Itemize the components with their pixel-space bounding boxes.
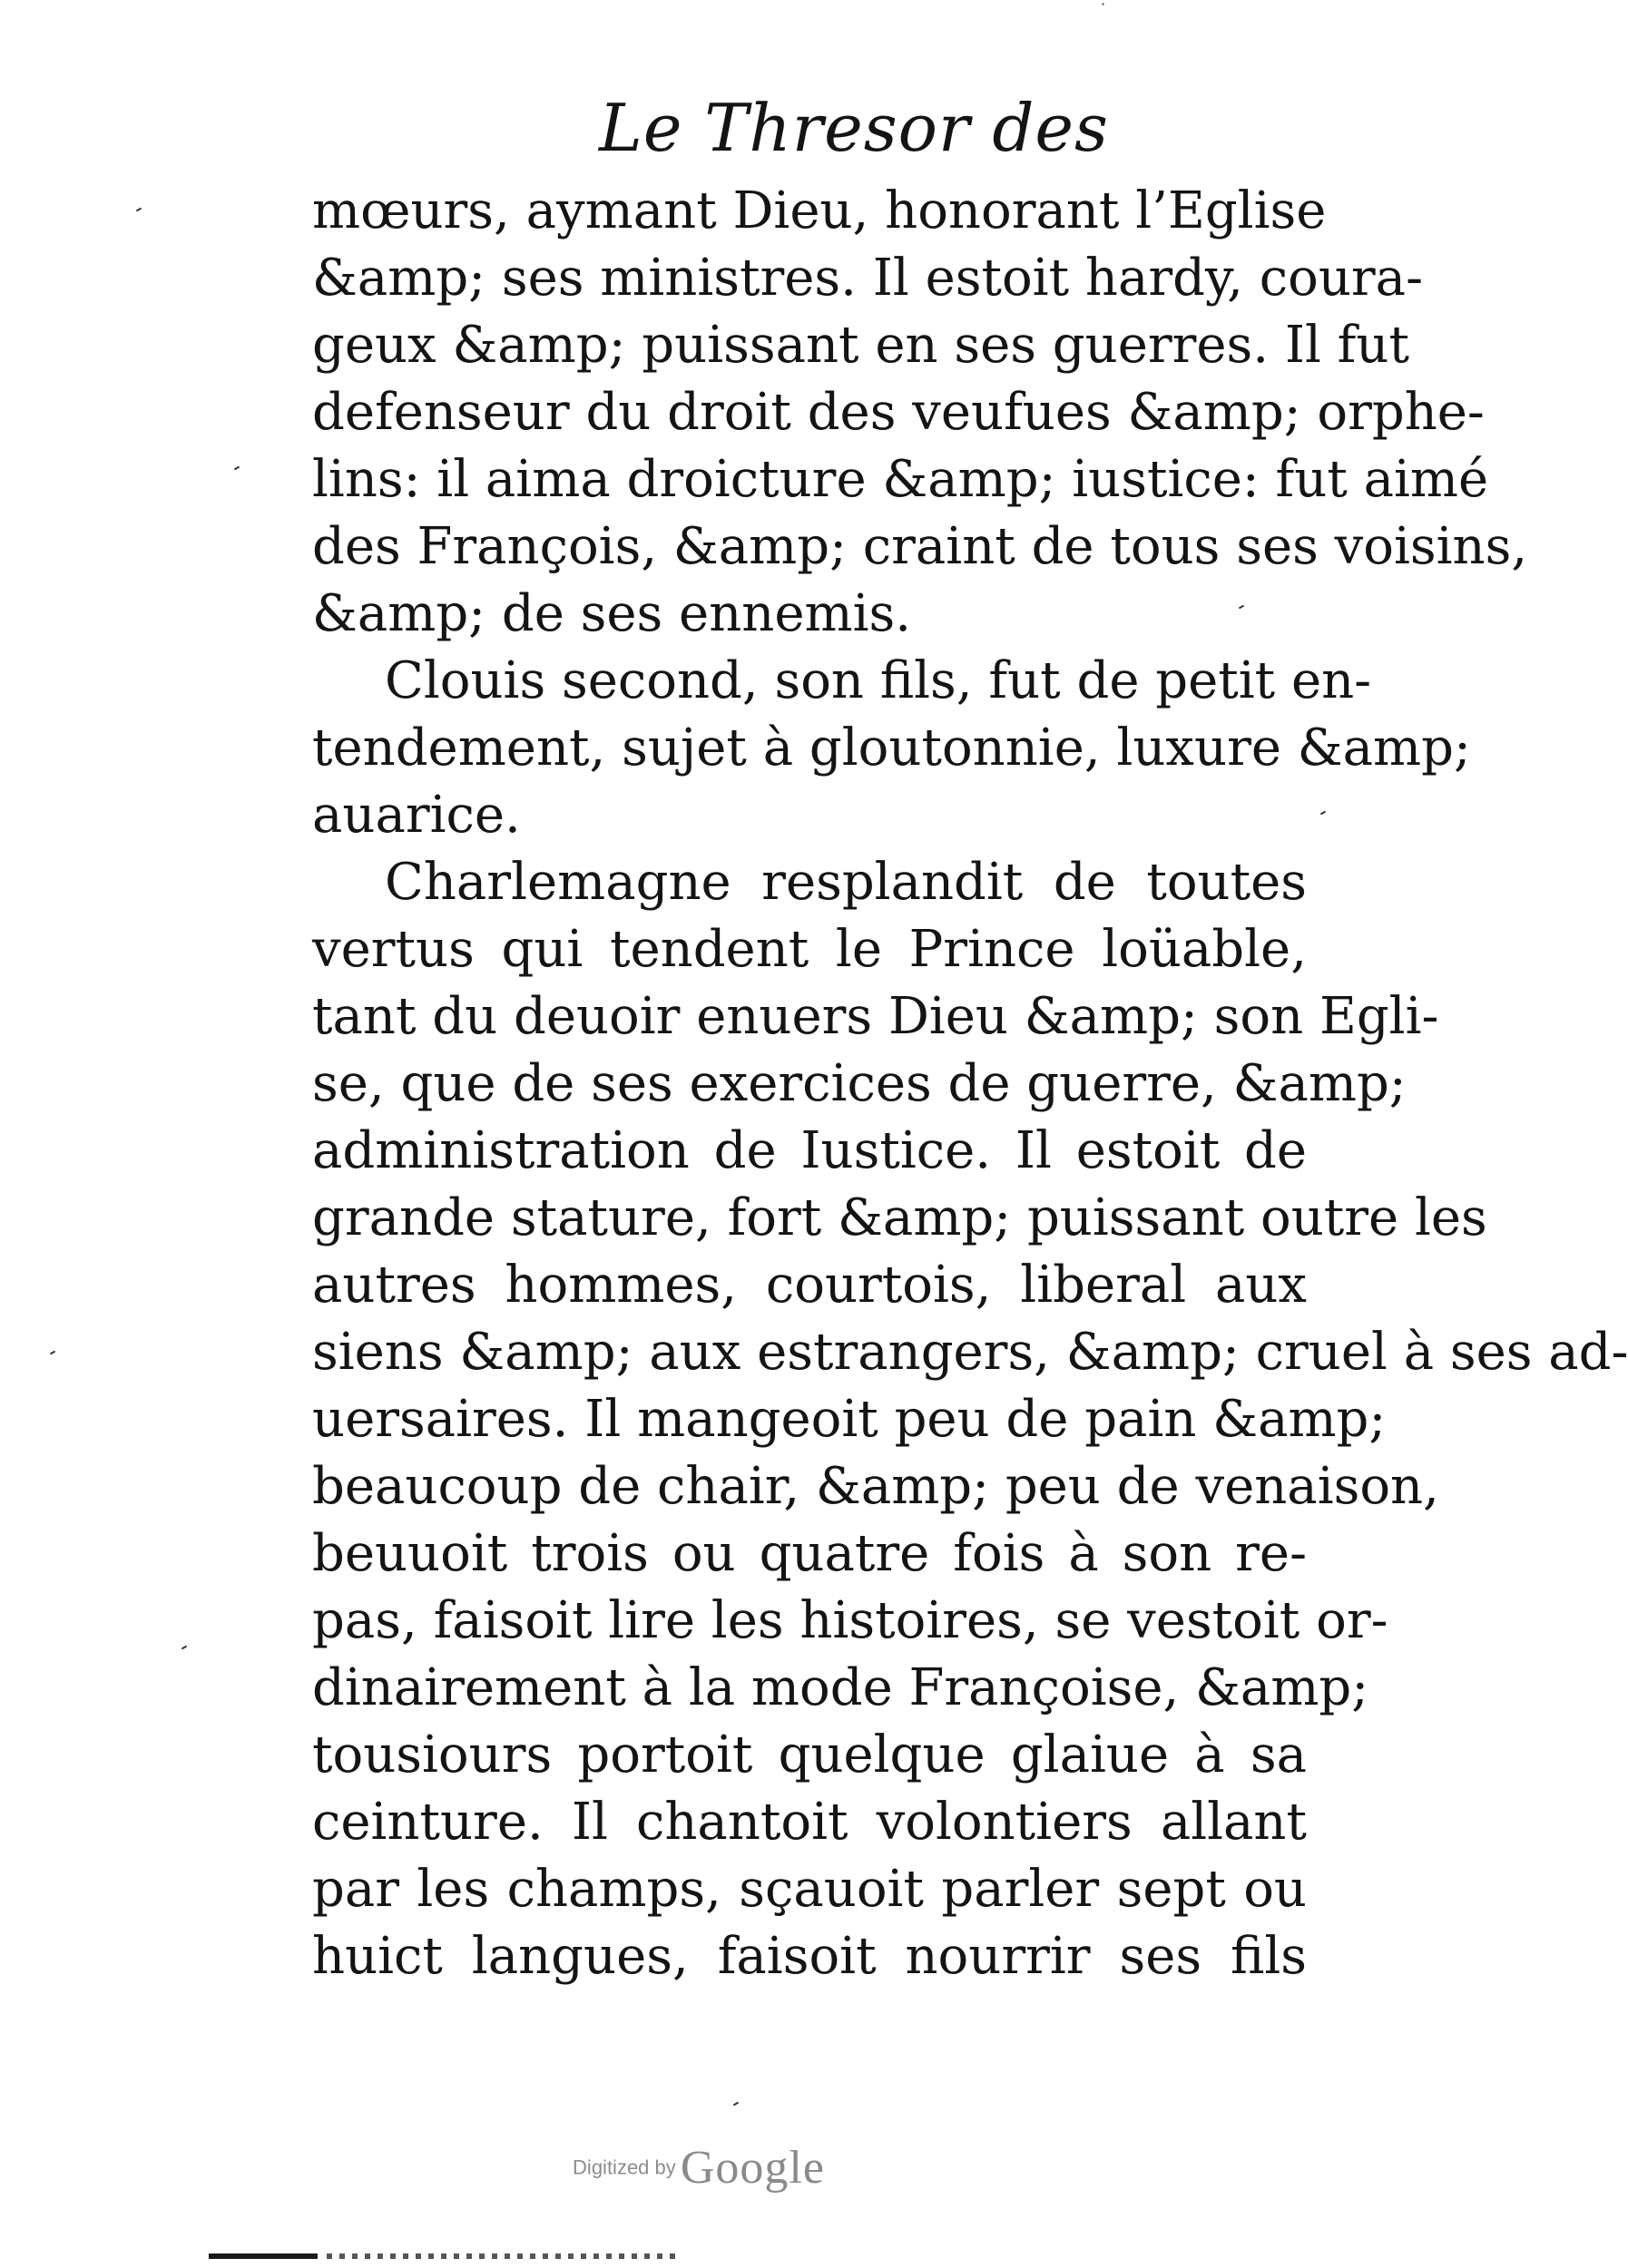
text-line: &amp; de ses ennemis. xyxy=(312,584,912,643)
text-line: siens &amp; aux estrangers, &amp; cruel à ses ad- xyxy=(312,1323,1628,1382)
digitization-watermark xyxy=(472,2141,926,2214)
scan-speck xyxy=(50,1351,55,1355)
scan-speck xyxy=(1320,811,1326,816)
text-line: geux &amp; puissant en ses guerres. Il fut xyxy=(312,316,1409,375)
watermark-prefix: Digitized by xyxy=(573,2156,676,2179)
text-line: huict langues, faisoit nourrir ses fils xyxy=(312,1927,1307,1986)
text-line: beaucoup de chair, &amp; peu de venaison, xyxy=(312,1457,1439,1516)
paragraph-start-line: Charlemagne resplandit de toutes xyxy=(385,853,1307,912)
text-block xyxy=(312,178,1628,2010)
running-head: Le Thresor des xyxy=(599,90,1109,166)
text-line: &amp; ses ministres. Il estoit hardy, coura- xyxy=(312,249,1423,308)
text-line: tousiours portoit quelque glaiue à sa xyxy=(312,1725,1307,1784)
paragraph-start-line: Clouis second, son fils, fut de petit en- xyxy=(385,651,1372,710)
text-line: autres hommes, courtois, liberal aux xyxy=(312,1256,1307,1315)
edge-mark: · xyxy=(1101,0,1106,13)
text-line: mœurs, aymant Dieu, honorant l’Eglise xyxy=(312,181,1327,240)
scan-speck xyxy=(136,208,142,212)
watermark-brand: Google xyxy=(680,2142,825,2194)
text-line: defenseur du droit des veufues &amp; orphe- xyxy=(312,383,1485,442)
text-line: vertus qui tendent le Prince loüable, xyxy=(312,920,1307,979)
text-line: des François, &amp; craint de tous ses voisins, xyxy=(312,517,1528,576)
scan-edge-rule xyxy=(209,2253,318,2259)
scan-speck xyxy=(181,1646,187,1650)
text-line: grande stature, fort &amp; puissant outre les xyxy=(312,1188,1487,1247)
text-line: auarice. xyxy=(312,786,521,845)
text-line: uersaires. Il mangeoit peu de pain &amp; xyxy=(312,1390,1387,1449)
scan-speck xyxy=(234,466,240,471)
text-line: tendement, sujet à gloutonnie, luxure &amp; xyxy=(312,719,1471,777)
text-line: dinairement à la mode Françoise, &amp; xyxy=(312,1658,1369,1717)
text-line: par les champs, sçauoit parler sept ou xyxy=(312,1860,1307,1919)
text-line: pas, faisoit lire les histoires, se vestoit or- xyxy=(312,1591,1388,1650)
scan-speck xyxy=(733,2102,739,2107)
text-line: ceinture. Il chantoit volontiers allant xyxy=(312,1793,1307,1852)
text-line: administration de Iustice. Il estoit de xyxy=(312,1121,1307,1180)
text-line: lins: il aima droicture &amp; iustice: fut aimé xyxy=(312,450,1489,509)
text-line: se, que de ses exercices de guerre, &amp; xyxy=(312,1054,1407,1113)
text-line: tant du deuoir enuers Dieu &amp; son Egli- xyxy=(312,987,1439,1046)
scan-edge-dots xyxy=(327,2253,681,2259)
text-line: beuuoit trois ou quatre fois à son re- xyxy=(312,1524,1307,1583)
